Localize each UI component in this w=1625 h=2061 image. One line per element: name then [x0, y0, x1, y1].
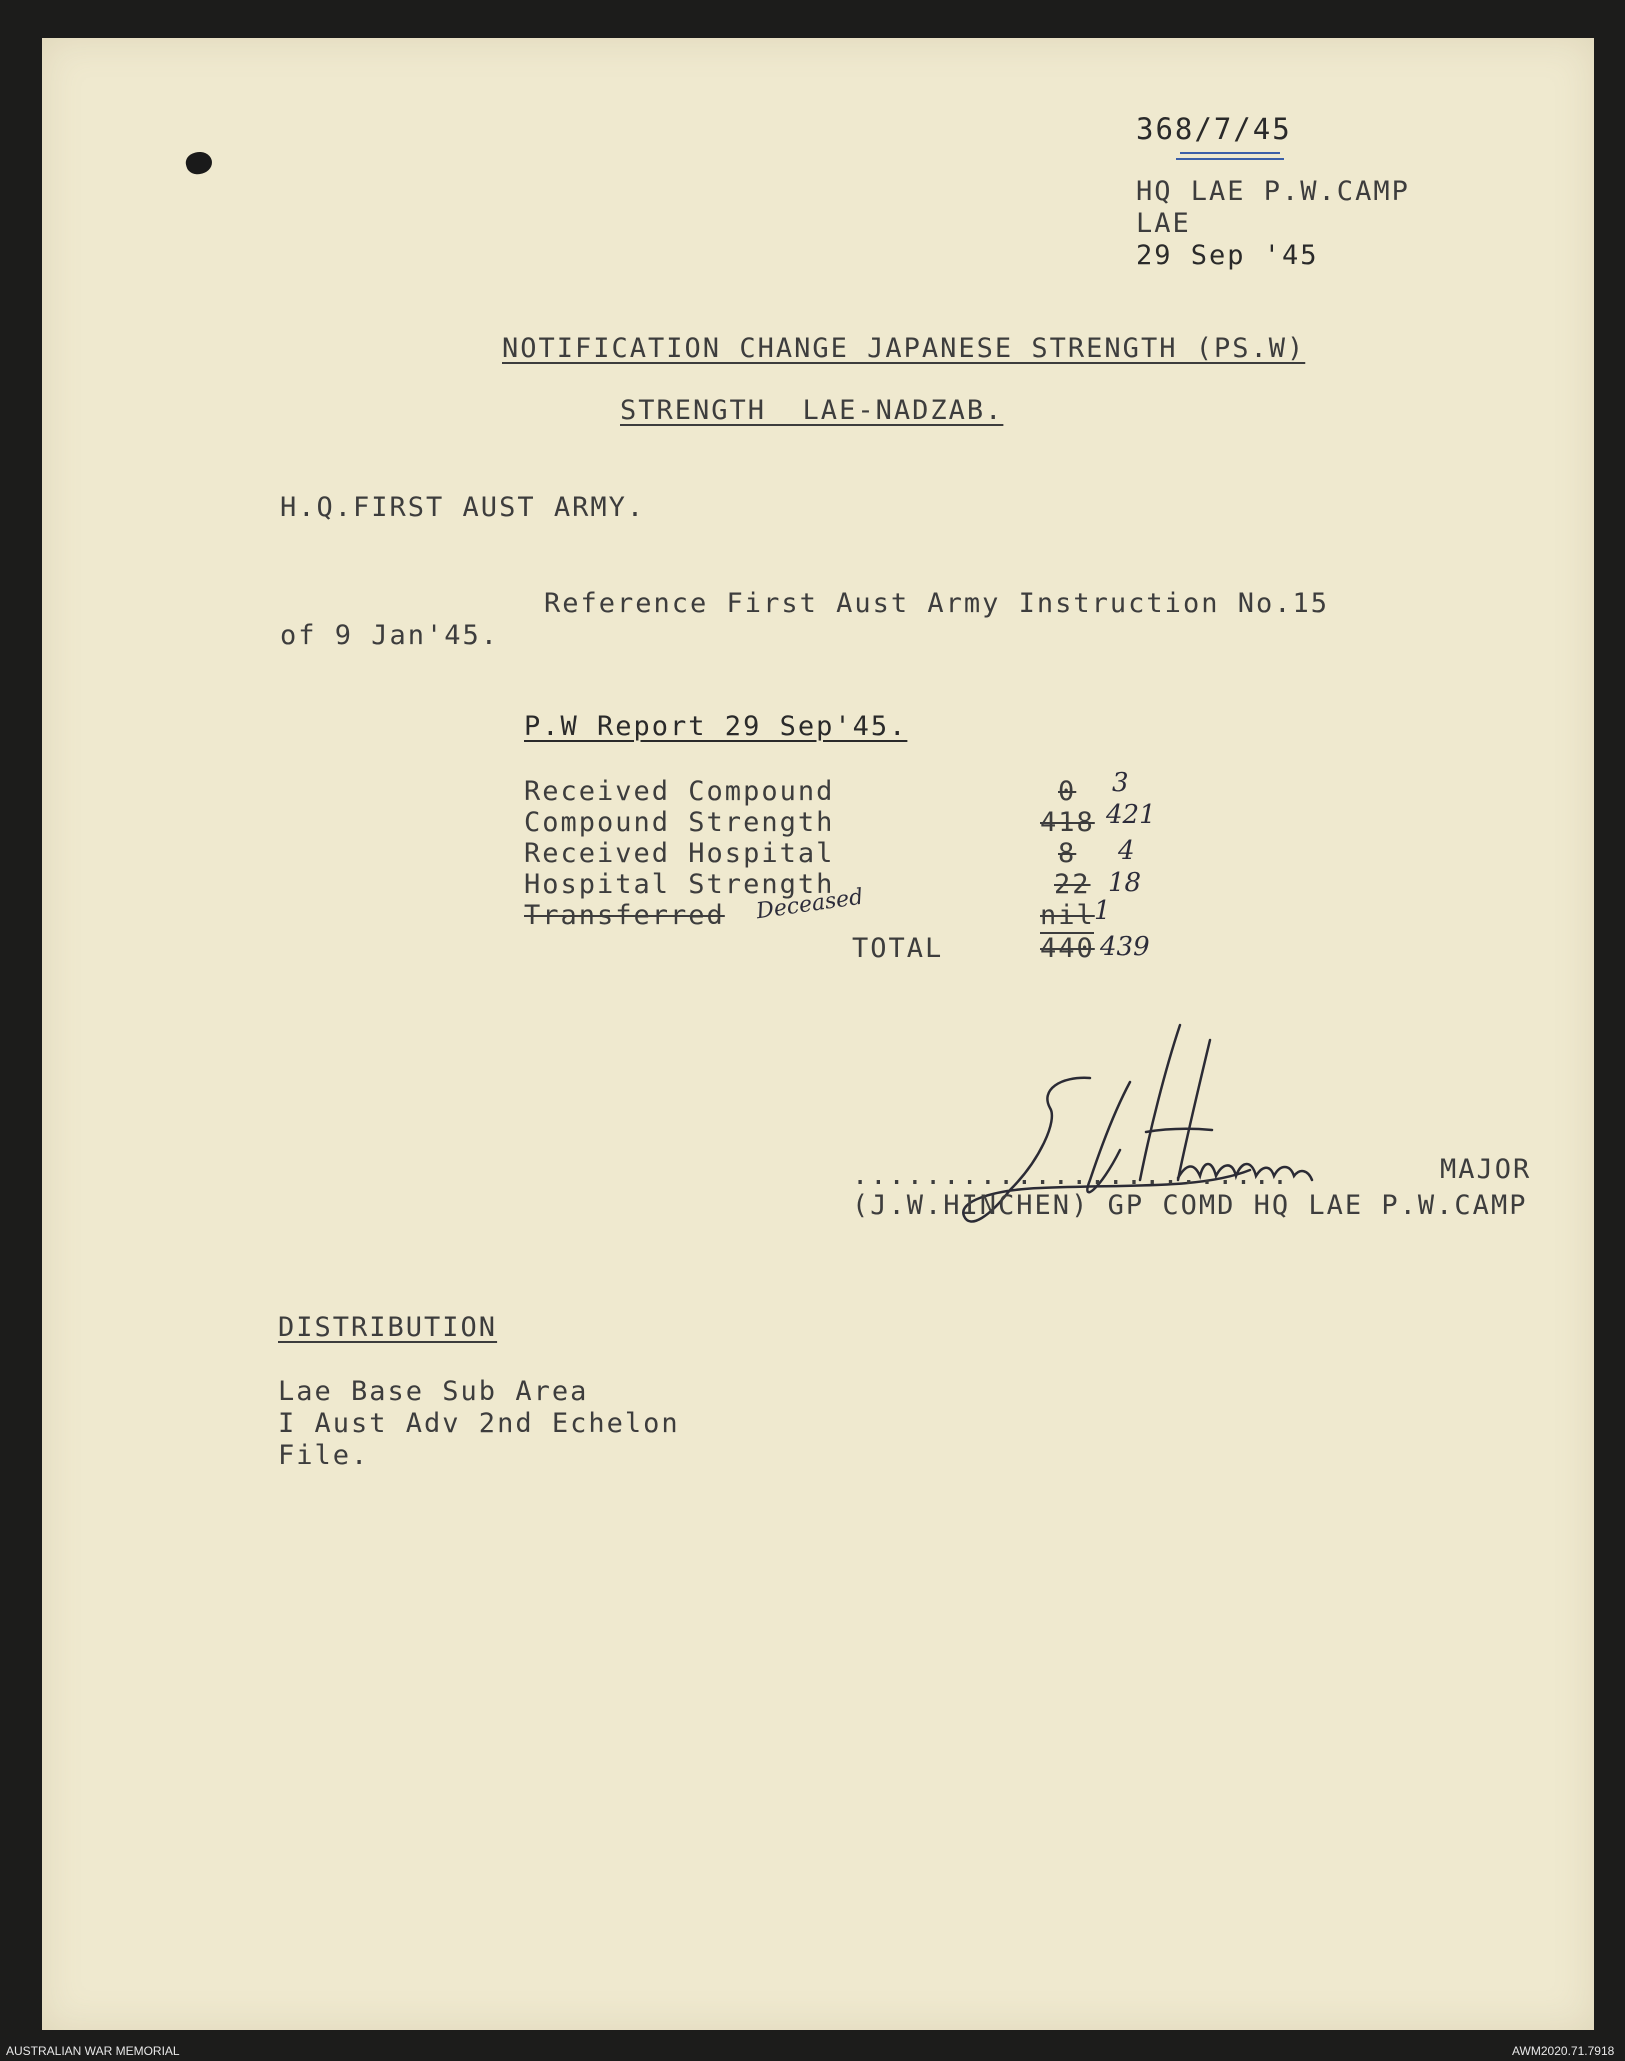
signature-dots: ........................	[852, 1160, 1291, 1191]
row-handwritten-value: 4	[1118, 836, 1135, 866]
row-handwritten-value: 421	[1106, 800, 1156, 830]
address-line-1: HQ LAE P.W.CAMP	[1136, 176, 1410, 207]
document-subtitle: STRENGTH LAE-NADZAB.	[620, 395, 1004, 426]
reference-line-2: of 9 Jan'45.	[280, 620, 500, 651]
total-label: TOTAL	[852, 933, 944, 964]
signature-rank: MAJOR	[1440, 1154, 1532, 1185]
row-typed-value: 0	[1058, 776, 1077, 807]
row-label: Compound Strength	[524, 807, 835, 838]
file-reference-underline	[1180, 152, 1280, 154]
row-typed-value: 418	[1040, 807, 1095, 838]
row-label: Hospital Strength	[524, 869, 835, 900]
row-handwritten-value: 1	[1094, 896, 1111, 926]
total-handwritten-value: 439	[1100, 932, 1150, 962]
signature-scrawl	[950, 1020, 1430, 1280]
file-reference: 368/7/45	[1136, 112, 1292, 146]
file-reference-underline-2	[1176, 158, 1284, 160]
row-label: Received Compound	[524, 776, 835, 807]
reference-line-1: Reference First Aust Army Instruction No.15	[544, 588, 1329, 619]
row-label: Received Hospital	[524, 838, 835, 869]
distribution-heading: DISTRIBUTION	[278, 1312, 498, 1343]
row-typed-value: 22	[1054, 869, 1091, 900]
signature-name-line: (J.W.HINCHEN) GP COMD HQ LAE P.W.CAMP	[852, 1190, 1528, 1221]
total-typed-value: 440	[1040, 933, 1095, 964]
row-handwritten-value: 18	[1108, 868, 1142, 898]
distribution-item: I Aust Adv 2nd Echelon	[278, 1408, 680, 1439]
row-handwritten-value: 3	[1112, 768, 1129, 798]
footer-accession-number: AWM2020.71.7918	[1512, 2044, 1615, 2058]
row-label: Transferred	[524, 900, 725, 931]
report-heading: P.W Report 29 Sep'45.	[524, 711, 908, 742]
row-label-handwritten: Deceased	[754, 884, 865, 925]
document-title: NOTIFICATION CHANGE JAPANESE STRENGTH (PS.W)	[502, 333, 1306, 364]
address-line-2: LAE	[1136, 208, 1191, 239]
document-date: 29 Sep '45	[1136, 240, 1319, 271]
distribution-item: Lae Base Sub Area	[278, 1376, 589, 1407]
addressee: H.Q.FIRST AUST ARMY.	[280, 492, 646, 523]
row-typed-value: 8	[1058, 838, 1077, 869]
row-typed-value: nil	[1040, 900, 1095, 931]
distribution-item: File.	[278, 1440, 370, 1471]
footer-institution: AUSTRALIAN WAR MEMORIAL	[6, 2044, 180, 2058]
